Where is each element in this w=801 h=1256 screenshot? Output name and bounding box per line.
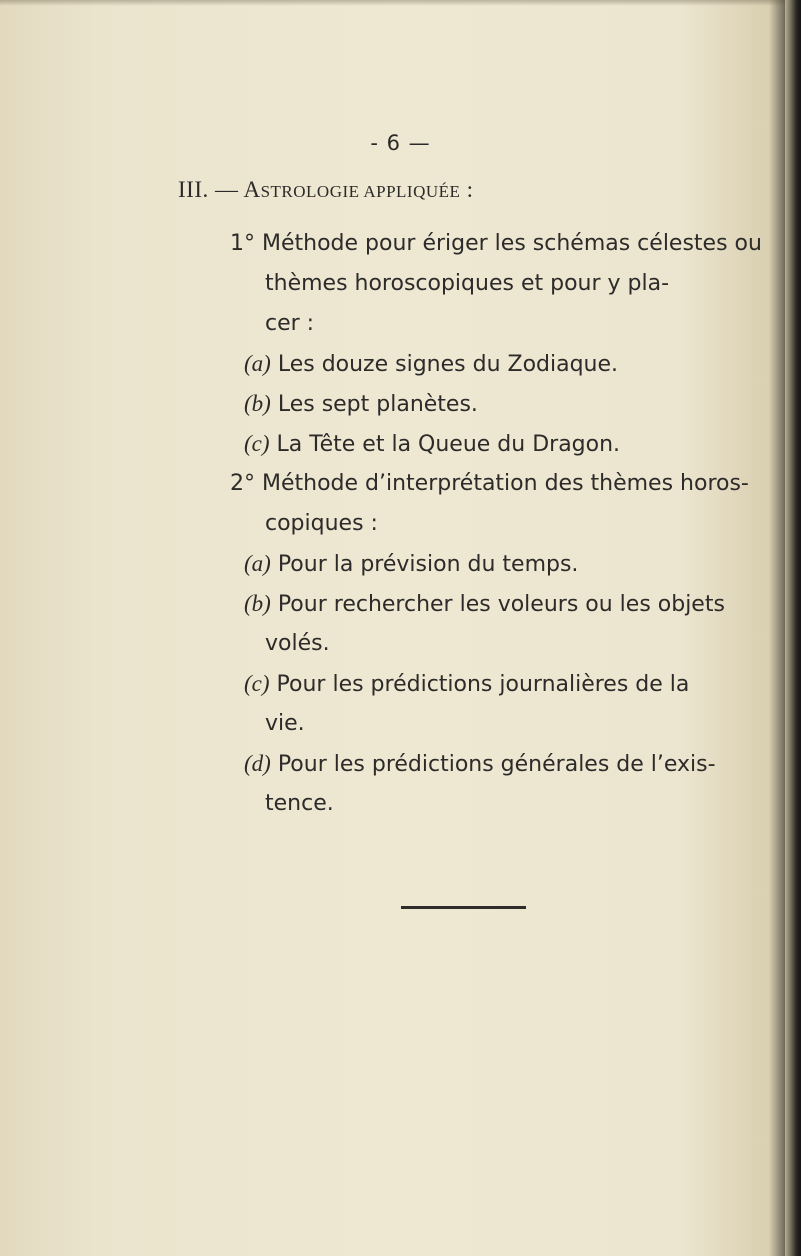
item-2-subitem-a	[244, 551, 578, 577]
section-dash: —	[214, 177, 239, 202]
item-2-subitem-c-cont: vie.	[265, 711, 305, 736]
item-1-subitem-a	[244, 351, 618, 377]
item-2-line-1	[230, 471, 749, 496]
section-heading	[178, 177, 474, 203]
subitem-letter: (a)	[244, 551, 271, 576]
subitem-letter: (b)	[244, 391, 271, 416]
item-2-subitem-d	[244, 751, 716, 777]
subitem-text: Les douze signes du Zodiaque.	[277, 352, 619, 377]
item-2-subitem-b	[244, 591, 725, 617]
subitem-text: Pour la prévision du temps.	[277, 552, 579, 577]
item-2-subitem-b-cont: volés.	[265, 631, 330, 656]
item-2-number: 2°	[230, 471, 255, 496]
section-colon: :	[466, 177, 474, 202]
item-2-subitem-d-cont: tence.	[265, 791, 334, 816]
subitem-text: Pour rechercher les voleurs ou les objets	[277, 592, 725, 617]
page-top-shadow	[0, 0, 801, 6]
subitem-letter: (d)	[244, 751, 271, 776]
end-rule	[401, 906, 526, 909]
item-1-text-1: Méthode pour ériger les schémas célestes ou	[262, 231, 762, 256]
section-title-rest: STROLOGIE APPLIQUÉE	[260, 182, 461, 201]
item-1-subitem-c	[244, 431, 620, 457]
subitem-text: La Tête et la Queue du Dragon.	[276, 432, 621, 457]
page-binding-edge	[785, 0, 801, 1256]
subitem-letter: (a)	[244, 351, 271, 376]
section-title-initial: A	[243, 177, 261, 202]
item-1-line-3: cer :	[265, 311, 315, 336]
subitem-letter: (c)	[244, 671, 270, 696]
item-1-line-1	[230, 231, 762, 256]
item-2-line-2: copiques :	[265, 511, 378, 536]
section-numeral: III.	[178, 177, 209, 202]
item-2-text-1: Méthode d’interprétation des thèmes horos-	[262, 471, 749, 496]
item-1-subitem-b	[244, 391, 478, 417]
subitem-letter: (c)	[244, 431, 270, 456]
item-2-subitem-c	[244, 671, 689, 697]
item-1-number: 1°	[230, 231, 255, 256]
subitem-letter: (b)	[244, 591, 271, 616]
subitem-text: Les sept planètes.	[277, 392, 478, 417]
subitem-text: Pour les prédictions générales de l’exis-	[277, 752, 716, 777]
item-1-line-2: thèmes horoscopiques et pour y pla-	[265, 271, 670, 296]
subitem-text: Pour les prédictions journalières de la	[276, 672, 690, 697]
page-number: - 6 —	[370, 131, 431, 155]
